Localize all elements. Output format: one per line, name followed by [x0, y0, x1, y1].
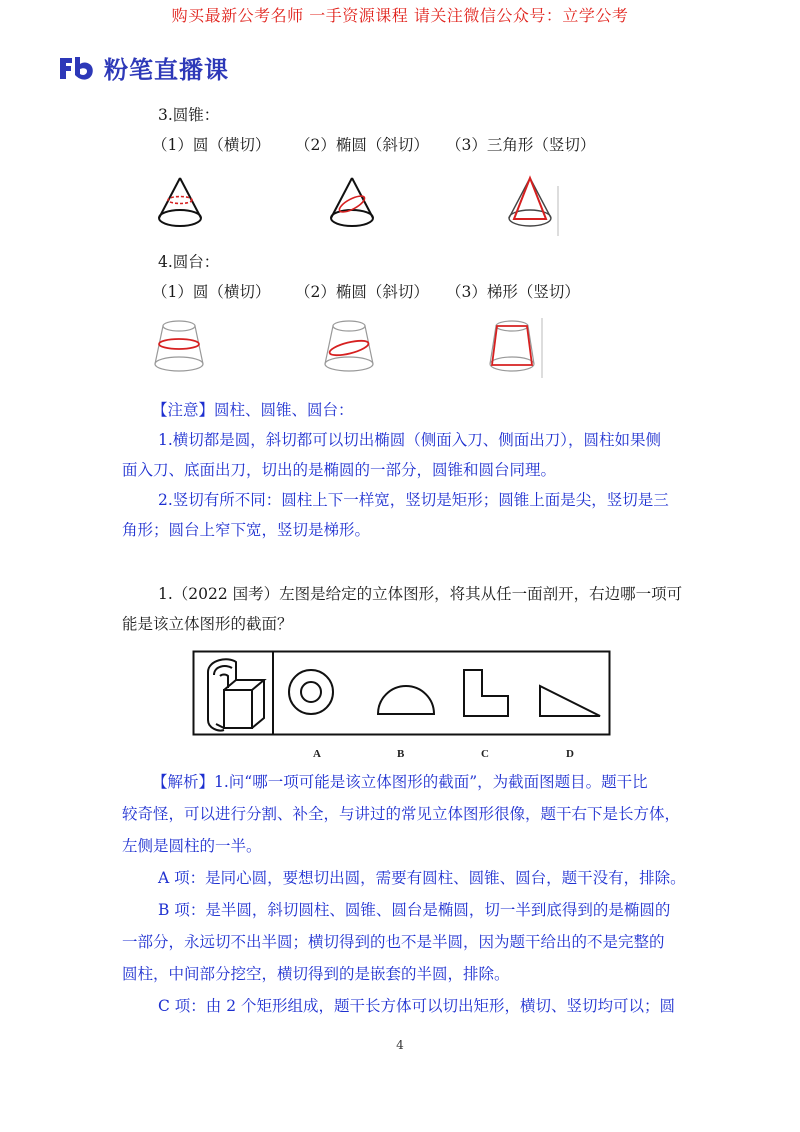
option-a-label: A — [313, 748, 321, 760]
analysis-option-a: A 项：是同心圆，要想切出圆，需要有圆柱、圆锥、圆台，题干没有，排除。 — [158, 869, 686, 887]
note-p2-line1: 2.竖切有所不同：圆柱上下一样宽，竖切是矩形；圆锥上面是尖，竖切是三 — [158, 491, 669, 509]
option-d-label: D — [566, 748, 574, 760]
note-title: 【注意】圆柱、圆锥、圆台： — [152, 401, 354, 419]
cone-vertical-cut-figure — [500, 172, 560, 238]
section3-title: 3.圆锥： — [158, 106, 220, 124]
cone-oblique-cut-figure — [322, 172, 382, 234]
note-p1-line2: 面入刀、底面出刀，切出的是椭圆的一部分，圆锥和圆台同理。 — [122, 461, 557, 479]
brand-name: 粉笔直播课 — [104, 56, 229, 84]
frustum-horizontal-cut-figure — [148, 318, 210, 376]
analysis-line3: 左侧是圆柱的一半。 — [122, 837, 262, 855]
question-figure — [192, 650, 612, 736]
option-c-label: C — [481, 748, 489, 760]
analysis-option-b-line1: B 项：是半圆，斜切圆柱、圆锥、圆台是椭圆，切一半到底得到的是椭圆的 — [158, 901, 671, 919]
section3-item-1: （1）圆（横切） — [152, 136, 271, 154]
note-p2-line2: 角形；圆台上窄下宽，竖切是梯形。 — [122, 521, 371, 539]
page-number: 4 — [396, 1038, 404, 1052]
section4-title: 4.圆台： — [158, 253, 220, 271]
option-b-label: B — [397, 748, 405, 760]
frustum-oblique-cut-figure — [318, 318, 380, 376]
frustum-vertical-cut-figure — [484, 314, 544, 380]
question-line2: 能是该立体图形的截面？ — [122, 615, 293, 633]
analysis-line2: 较奇怪，可以进行分割、补全，与讲过的常见立体图形很像，题干右下是长方体， — [122, 805, 681, 823]
section3-item-3: （3）三角形（竖切） — [446, 136, 596, 154]
analysis-option-b-line2: 一部分，永远切不出半圆；横切得到的也不是半圆，因为题干给出的不是完整的 — [122, 933, 665, 951]
brand-logo — [58, 50, 229, 85]
note-p1-line1: 1.横切都是圆，斜切都可以切出椭圆（侧面入刀、侧面出刀），圆柱如果侧 — [158, 431, 662, 449]
cone-horizontal-cut-figure — [150, 172, 210, 234]
analysis-line1: 【解析】1.问“哪一项可能是该立体图形的截面”，为截面图题目。题干比 — [152, 773, 648, 791]
analysis-option-b-line3: 圆柱，中间部分挖空，横切得到的是嵌套的半圆，排除。 — [122, 965, 510, 983]
section4-item-3: （3）梯形（竖切） — [446, 283, 580, 301]
fb-logo-icon — [58, 55, 96, 81]
section4-item-1: （1）圆（横切） — [152, 283, 271, 301]
analysis-option-c-line1: C 项：由 2 个矩形组成，题干长方体可以切出矩形，横切、竖切均可以；圆 — [158, 997, 676, 1015]
promo-banner: 购买最新公考名师 一手资源课程 请关注微信公众号：立学公考 — [171, 6, 629, 25]
question-line1: 1.（2022 国考）左图是给定的立体图形，将其从任一面剖开，右边哪一项可 — [158, 585, 683, 603]
section3-item-2: （2）椭圆（斜切） — [295, 136, 429, 154]
section4-item-2: （2）椭圆（斜切） — [295, 283, 429, 301]
